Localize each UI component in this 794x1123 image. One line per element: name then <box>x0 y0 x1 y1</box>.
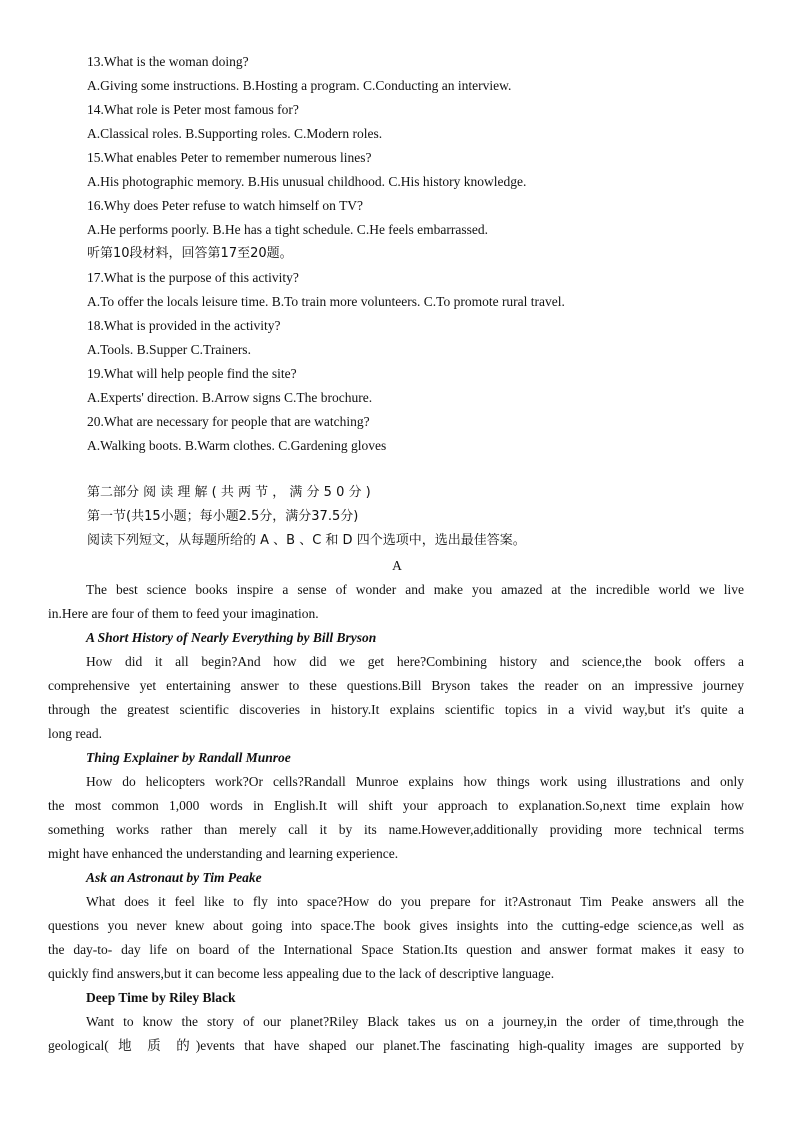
question-17-options: A.To offer the locals leisure time. B.To train more volunteers. C.To promote rural travel. <box>87 294 565 309</box>
book-text-line: might have enhanced the understanding and learning experience. <box>48 846 399 861</box>
question-17: 17.What is the purpose of this activity? <box>87 270 299 285</box>
book-text-line: long read. <box>48 726 102 741</box>
book-text-line: comprehensive yet entertaining answer to these questions.Bill Bryson takes the reader on an impressive journey <box>48 678 744 693</box>
intro-line: in.Here are four of them to feed your imagination. <box>48 606 319 621</box>
question-16-options: A.He performs poorly. B.He has a tight schedule. C.He feels embarrassed. <box>87 222 489 237</box>
question-14: 14.What role is Peter most famous for? <box>87 102 299 117</box>
book-text-line: Want to know the story of our planet?Riley Black takes us on a journey,in the order of time,through the <box>86 1014 744 1029</box>
book-title: A Short History of Nearly Everything by Bill Bryson <box>86 630 377 645</box>
section1-heading: 第一节(共15小题；每小题2.5分，满分37.5分) <box>87 509 359 524</box>
section10-instruction: 听第10段材料，回答第17至20题。 <box>87 246 293 261</box>
question-15-options: A.His photographic memory. B.His unusual childhood. C.His history knowledge. <box>87 174 527 189</box>
book-text-line: the most common 1,000 words in English.It will shift your approach to explanation.So,next time explain how <box>48 798 744 813</box>
question-20: 20.What are necessary for people that are watching? <box>87 414 370 429</box>
book-text-line: How do helicopters work?Or cells?Randall Munroe explains how things work using illustrations and only <box>86 774 744 789</box>
question-13-options: A.Giving some instructions. B.Hosting a program. C.Conducting an interview. <box>87 78 512 93</box>
book-text-line: How did it all begin?And how did we get here?Combining history and science,the book offers a <box>86 654 744 669</box>
book-text-line: questions you never knew about going into space.The book gives insights into the cutting-edge science,as well as <box>48 918 744 933</box>
question-18-options: A.Tools. B.Supper C.Trainers. <box>87 342 251 357</box>
question-19-options: A.Experts' direction. B.Arrow signs C.The brochure. <box>87 390 373 405</box>
intro-line: The best science books inspire a sense of wonder and make you amazed at the incredible world we live <box>86 582 744 597</box>
reading-instruction: 阅读下列短文，从每题所给的 A 、B 、C 和 D 四个选项中，选出最佳答案。 <box>87 533 526 548</box>
question-13: 13.What is the woman doing? <box>87 54 249 69</box>
question-18: 18.What is provided in the activity? <box>87 318 281 333</box>
question-19: 19.What will help people find the site? <box>87 366 297 381</box>
book-text-line: geological( 地 质 的)events that have shaped our planet.The fascinating high-quality images are supported by <box>48 1038 744 1053</box>
book-title: Thing Explainer by Randall Munroe <box>86 750 291 765</box>
question-16: 16.Why does Peter refuse to watch himself on TV? <box>87 198 364 213</box>
book-text-line: What does it feel like to fly into space?How do you prepare for it?Astronaut Tim Peake answers all the <box>86 894 744 909</box>
question-15: 15.What enables Peter to remember numerous lines? <box>87 150 372 165</box>
passage-letter: A <box>392 558 402 573</box>
book-title: Deep Time by Riley Black <box>86 990 236 1005</box>
book-text-line: the day-to- day life on board of the International Space Station.Its question and answer format makes it easy to <box>48 942 744 957</box>
question-20-options: A.Walking boots. B.Warm clothes. C.Gardening gloves <box>87 438 387 453</box>
book-text-line: through the greatest scientific discoveries in history.It explains scientific topics in a vivid way,but it's quite a <box>48 702 744 717</box>
book-text-line: something works rather than merely call it by its name.However,additionally providing more technical terms <box>48 822 744 837</box>
book-text-line: quickly find answers,but it can become less appealing due to the lack of descriptive language. <box>48 966 555 981</box>
question-14-options: A.Classical roles. B.Supporting roles. C.Modern roles. <box>87 126 383 141</box>
book-title: Ask an Astronaut by Tim Peake <box>86 870 262 885</box>
part2-title: 第二部分 阅 读 理 解 ( 共 两 节 ， 满 分 5 0 分 ) <box>87 485 371 500</box>
